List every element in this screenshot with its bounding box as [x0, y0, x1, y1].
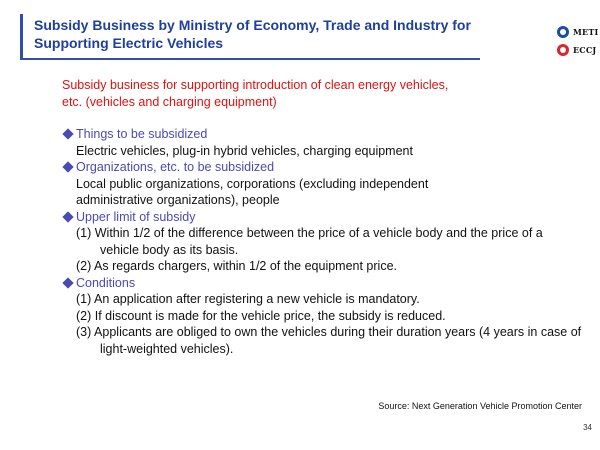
title-underline [20, 58, 480, 60]
section-heading [62, 126, 582, 143]
diamond-icon [62, 129, 73, 140]
section-body-line: (2) If discount is made for the vehicle price, the subsidy is reduced. [76, 308, 446, 323]
slide-title-line-1: Subsidy Business by Ministry of Economy, Trade and Industry for [34, 17, 471, 33]
section-heading [62, 209, 582, 226]
section-conditions [62, 275, 582, 358]
section-body-line: Electric vehicles, plug-in hybrid vehicles, charging equipment [76, 143, 413, 158]
meti-logo [557, 24, 599, 39]
slide-content [62, 77, 582, 357]
section-heading [62, 275, 582, 292]
section-body-line: Local public organizations, corporations (excluding independent [76, 176, 429, 191]
eccj-logo [557, 42, 599, 57]
section-heading-text: Organizations, etc. to be subsidized [76, 160, 275, 174]
meti-logo-icon [557, 26, 569, 38]
section-heading [62, 159, 582, 176]
intro-line-1: Subsidy business for supporting introduction of clean energy vehicles, [62, 78, 449, 92]
page-number: 34 [583, 423, 592, 432]
slide-title [34, 16, 494, 52]
section-things-subsidized [62, 126, 582, 159]
diamond-icon [62, 162, 73, 173]
intro-text [62, 77, 582, 110]
source-note: Source: Next Generation Vehicle Promotion Center [378, 401, 582, 411]
title-accent-bar [20, 14, 23, 60]
section-body-line: (2) As regards chargers, within 1/2 of the equipment price. [76, 259, 397, 273]
slide-title-line-2: Supporting Electric Vehicles [34, 35, 224, 51]
section-upper-limit [62, 209, 582, 275]
section-body-line: (1) Within 1/2 of the difference between the price of a vehicle body and the price of a vehicle body as its basis. [76, 226, 543, 257]
eccj-logo-icon [557, 44, 569, 56]
section-heading-text: Upper limit of subsidy [76, 209, 196, 224]
section-body-line: (1) An application after registering a new vehicle is mandatory. [76, 292, 420, 306]
section-heading-text: Things to be subsidized [76, 127, 208, 141]
section-organizations [62, 159, 582, 209]
section-heading-text: Conditions [76, 275, 136, 290]
logo-group [557, 24, 599, 60]
section-body-line: administrative organizations), people [76, 193, 280, 207]
eccj-logo-text: ECCJ [573, 44, 597, 55]
diamond-icon [62, 277, 73, 288]
intro-line-2: etc. (vehicles and charging equipment) [62, 94, 277, 109]
diamond-icon [62, 211, 73, 222]
meti-logo-text: METI [573, 26, 599, 37]
section-body-line: (3) Applicants are obliged to own the vehicles during their duration years (4 years in case of light-weighted vehicles). [76, 325, 582, 356]
